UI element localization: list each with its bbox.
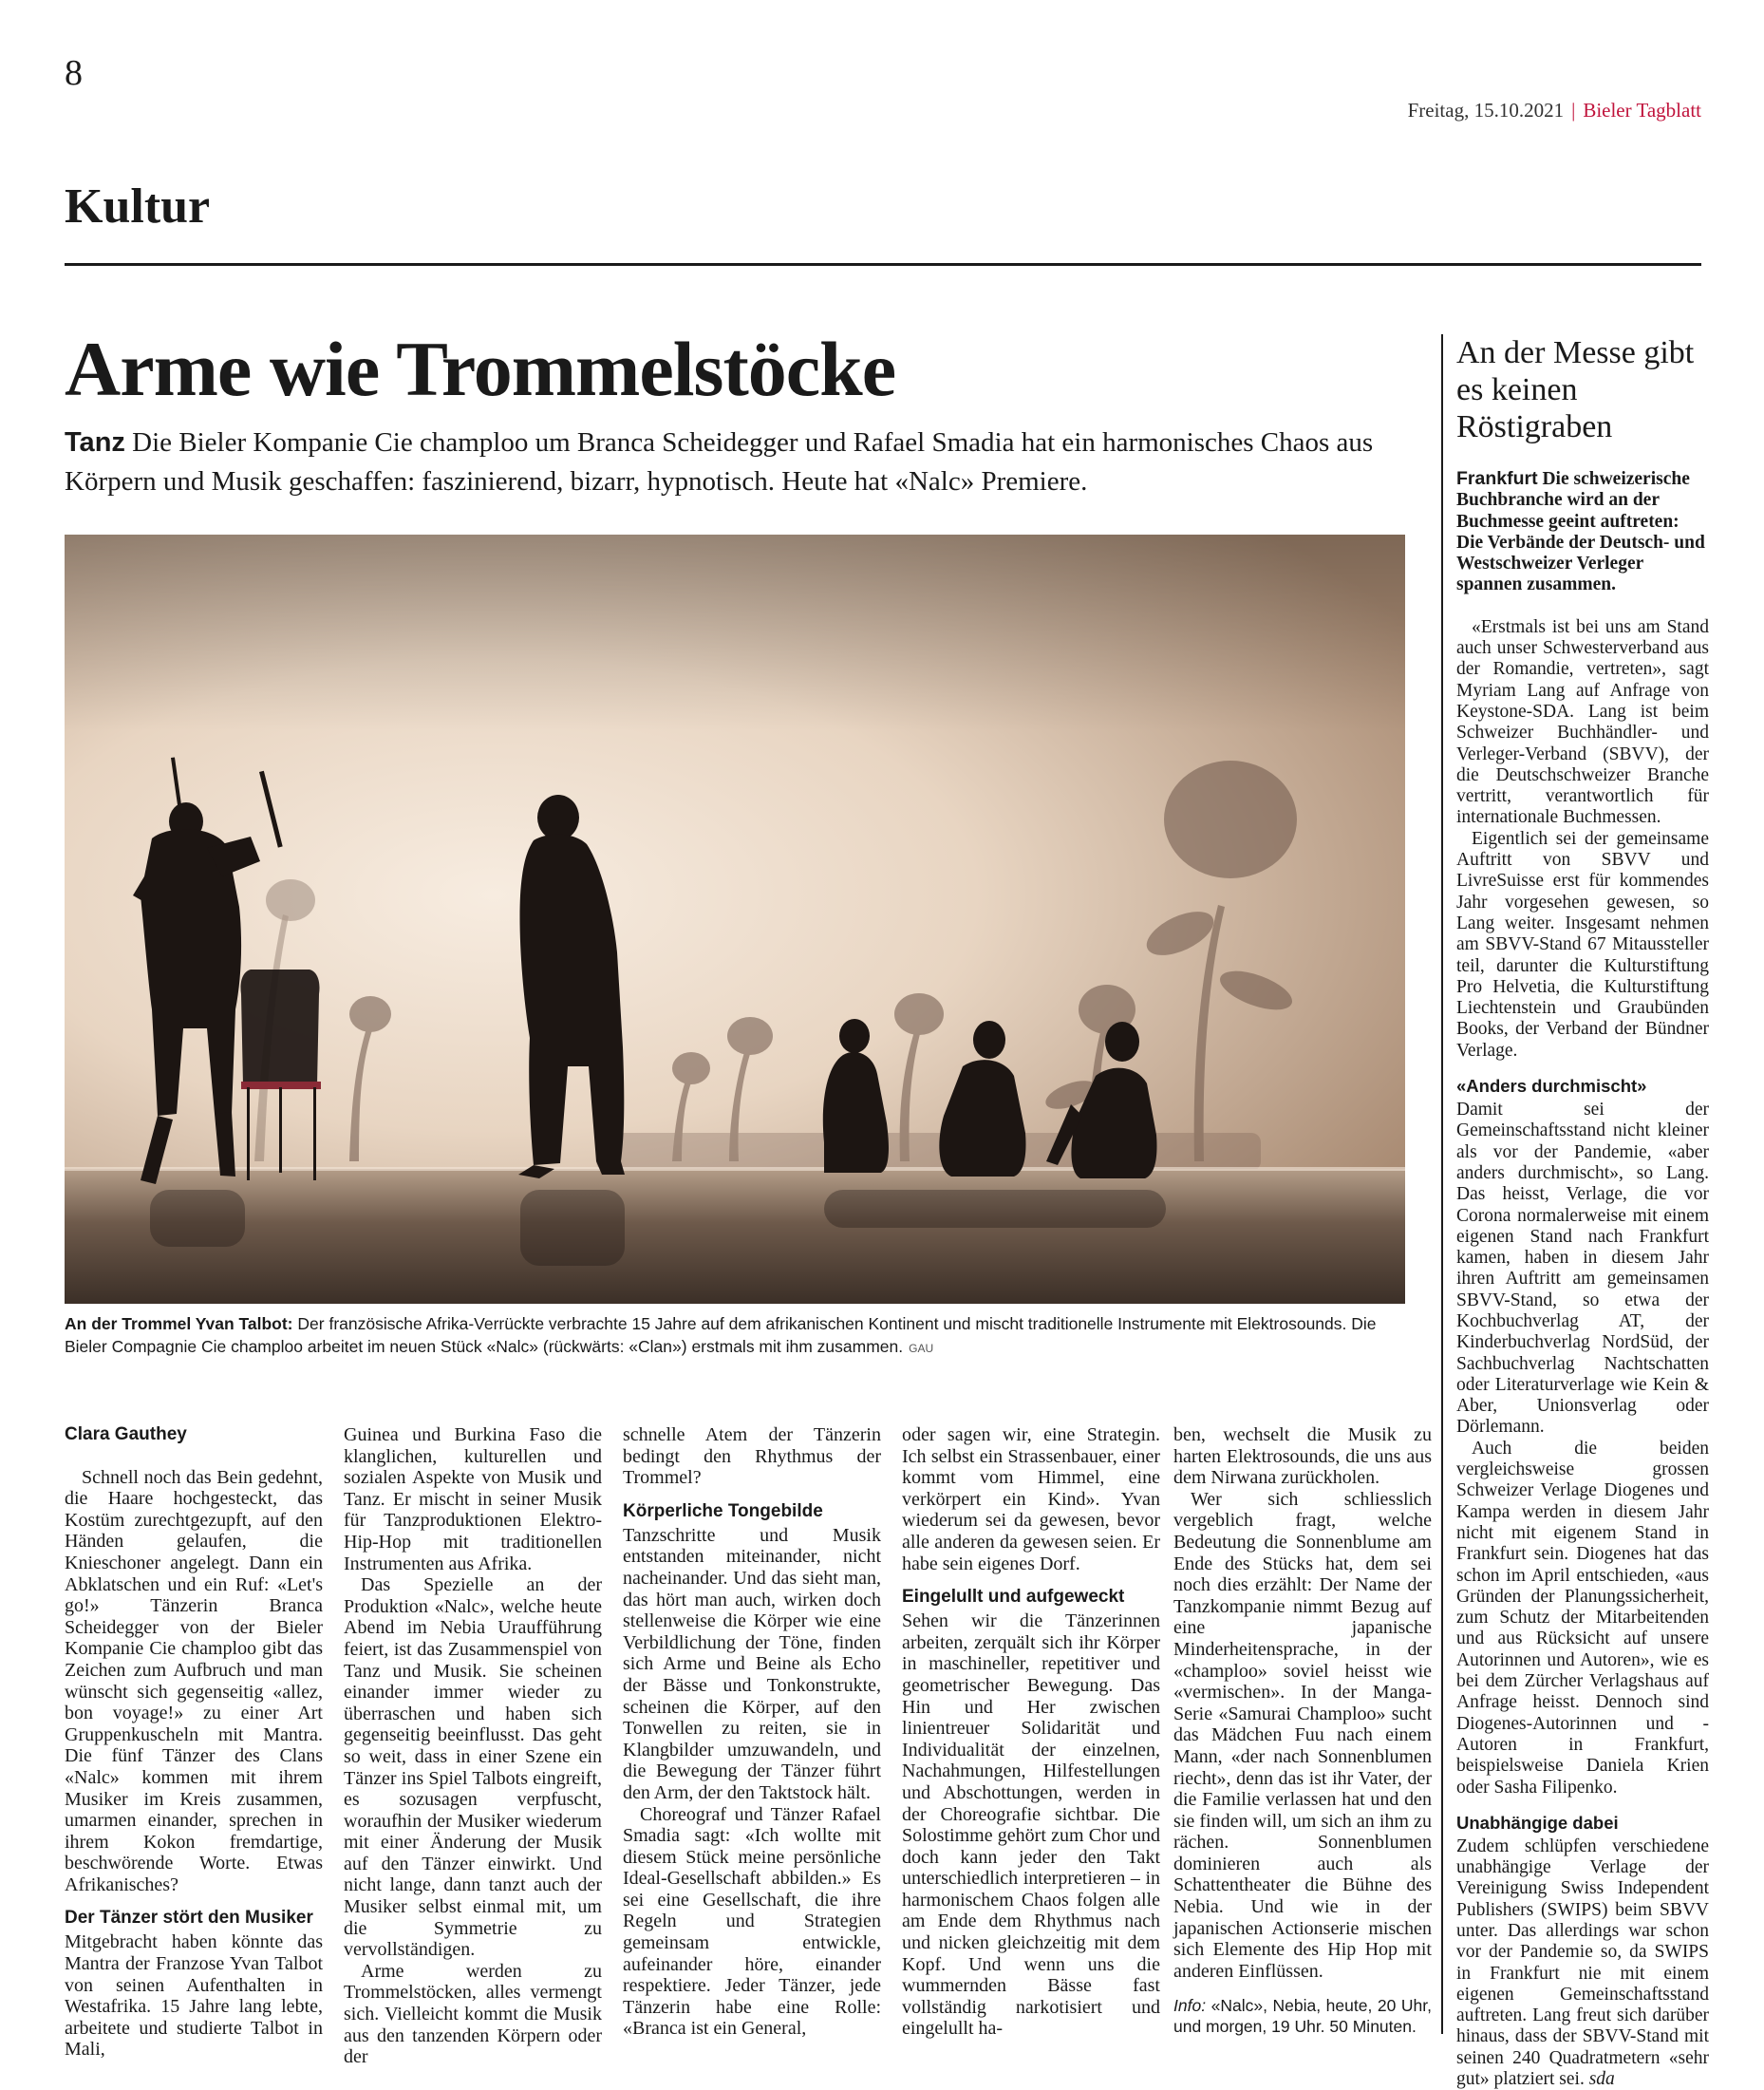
article-column-3 <box>623 1424 881 2040</box>
page-number: 8 <box>65 53 83 93</box>
article-lead <box>65 424 1413 501</box>
paragraph: «Erstmals ist bei uns am Stand auch unser Schwesterverband aus der Romandie, vertreten», sagt Myriam Lang auf Anfrage von Keystone-SDA. Lang ist beim Schweizer Buchhändler- und Verleger-Verband (SBVV), der die Deutschschweizer Branche vertritt, verantwortlich für internationale Buchmessen. <box>1456 616 1709 828</box>
paragraph: Guinea und Burkina Faso die klanglichen, kulturellen und sozialen Aspekte von Musik und Tanz. Er mischt in seiner Musik für Tanzproduktionen Elektro-Hip-Hop mit traditionellen Instrumenten aus Afrika. <box>344 1424 602 1574</box>
author-byline: Clara Gauthey <box>65 1424 187 1444</box>
photo-caption <box>65 1312 1405 1360</box>
article-column-5 <box>1173 1424 1432 2037</box>
paragraph: Auch die beiden vergleichsweise grossen Schweizer Verlage Diogenes und Kampa werden in diesem Jahr nicht mit eigenem Stand in Frankfurt sein. Diogenes hat das schon im April entschieden, «aus Gründen der Planungssicherheit, zum Schutz der Mitarbeitenden und aus Rücksicht auf unsere Autorinnen und Autoren», wie es bei dem Zürcher Verlagshaus auf Anfrage heisst. Dennoch sind Diogenes-Autorinnen und -Autoren in Frankfurt, beispielsweise Daniela Krien oder Sasha Filipenko. <box>1456 1438 1709 1798</box>
agency-signature: sda <box>1588 2069 1615 2090</box>
paragraph: Choreograf und Tänzer Rafael Smadia sagt: «Ich wollte mit diesem Stück meine persönliche Ideal-Gesellschaft abbilden.» Es sei eine Gesellschaft, die ihre Regeln und Strategien gemeinsam entwickle, aufeinander höre, einander respektiere. Jeder Tänzer, jede Tänzerin habe eine Rolle: «Branca ist ein General, <box>623 1803 881 2040</box>
paragraph: Mitgebracht haben könnte das Mantra der Franzose Yvan Talbot von seinen Aufenthalten in Westafrika. 15 Jahre lang lebte, arbeitete und studierte Talbot in Mali, <box>65 1931 323 2061</box>
article-column-4 <box>902 1424 1160 2040</box>
dateline-separator: | <box>1571 99 1576 122</box>
issue-date: Freitag, 15.10.2021 <box>1407 99 1565 122</box>
lead-text: Die Bieler Kompanie Cie champloo um Branca Scheidegger und Rafael Smadia hat ein harmonisches Chaos aus Körpern und Musik geschaffen: faszinierend, bizarr, hypnotisch. Heute hat «Nalc» Premiere. <box>65 427 1374 497</box>
lead-kicker: Tanz <box>65 427 125 458</box>
paragraph: Eigentlich sei der gemeinsame Auftritt von SBVV und LivreSuisse erst für kommendes Jahr vorgesehen gewesen, so Lang weiter. Insgesamt nehmen am SBVV-Stand 67 Mitaussteller teil, darunter die Kulturstiftung Pro Helvetia, die Kulturstiftung Liechtenstein und Graubünden Books, der Verband der Bündner Verlage. <box>1456 828 1709 1061</box>
publication-name: Bieler Tagblatt <box>1583 99 1701 122</box>
sidebar-kicker: Frankfurt <box>1456 468 1538 489</box>
paragraph-text: Zudem schlüpfen verschiedene unabhängige Verlage der Vereinigung Swiss Independent Publishers (SWIPS) beim SBVV unter. Das allerdings war schon vor der Pandemie so, da SWIPS in Frankfurt nie mit einem eigenen Gemeinschaftsstand auftreten. Lang freut sich darüber hinaus, dass der SBVV-Stand mit seinen 240 Quadratmetern «sehr gut» platziert sei. <box>1456 1836 1709 2090</box>
subheading: Unabhängige dabei <box>1456 1812 1619 1833</box>
paragraph: Sehen wir die Tänzerinnen arbeiten, zerquält sich ihr Körper in maschineller, repetitiver und geometrischer Bewegung. Das Hin und Her zwischen linientreuer Solidarität und Individualität der einzelnen, Nachahmungen, Hilfestellungen und Abschottungen, werden in der Choreografie sichtbar. Die Solostimme gehört zum Chor und doch kann jeder den Takt unterschiedlich interpretieren – in harmonischem Chaos folgen alle am Ende dem Rhythmus nach und nicken gleichzeitig mit dem Kopf. Und wenn uns die wummernden Bässe fast vollständig narkotisiert und eingelullt ha- <box>902 1610 1160 2040</box>
sidebar-rule <box>1441 334 1443 2034</box>
subheading: Eingelullt und aufgeweckt <box>902 1587 1125 1608</box>
event-info <box>1173 1995 1432 2037</box>
caption-text: Der französische Afrika-Verrückte verbrachte 15 Jahre auf dem afrikanischen Kontinent und mischt traditionelle Instrumente mit Elektrosounds. Die Bieler Compagnie Cie champloo arbeitet im neuen Stück «Nalc» (rückwärts: «Clan») erstmals mit ihm zusammen. <box>65 1314 1377 1356</box>
sidebar-headline: An der Messe gibt es keinen Röstigraben <box>1456 335 1695 444</box>
info-text: «Nalc», Nebia, heute, 20 Uhr, und morgen, 19 Uhr. 50 Minuten. <box>1173 1996 1432 2037</box>
subheading: «Anders durchmischt» <box>1456 1076 1647 1097</box>
caption-lead: An der Trommel Yvan Talbot: <box>65 1314 293 1333</box>
paragraph <box>1456 1836 1709 2090</box>
sidebar-lead <box>1456 468 1709 596</box>
dateline <box>1408 99 1701 122</box>
paragraph: oder sagen wir, eine Strategin. Ich selbst ein Strassenbauer, einer kommt vom Himmel, eine verkörpert ein Kind». Yvan wiederum sei da gewesen, bevor alle anderen da gewesen seien. Er habe sein eigenes Dorf. <box>902 1424 1160 1574</box>
article-column-1 <box>65 1424 323 2061</box>
paragraph: Wer sich schliesslich vergeblich fragt, welche Bedeutung die Sonnenblume am Ende des Stücks hat, dem sei noch dies erzählt: Der Name der Tanzkompanie nimmt Bezug auf eine japanische Minderheitensprache, in der «champloo» soviel heisst wie «vermischen». In der Manga-Serie «Samurai Champloo» sucht das Mädchen Fuu nach einem Mann, «der nach Sonnenblumen riecht», denn das ist ihr Vater, der die Familie verlassen hat und den sie finden will, um sich an ihm zu rächen. Sonnenblumen dominieren auch als Schattentheater die Bühne des Nebia. Und wie in der japanischen Actionserie mischen sich Elemente des Hip Hop mit anderen Einflüssen. <box>1173 1488 1432 1982</box>
info-label: Info: <box>1173 1996 1207 2016</box>
article-headline: Arme wie Trommelstöcke <box>65 326 896 412</box>
subheading: Körperliche Tongebilde <box>623 1500 823 1521</box>
paragraph: schnelle Atem der Tänzerin bedingt den Rhythmus der Trommel? <box>623 1424 881 1489</box>
stage-photo-illustration <box>65 535 1405 1304</box>
paragraph: ben, wechselt die Musik zu harten Elektrosounds, die uns aus dem Nirwana zurückholen. <box>1173 1424 1432 1489</box>
paragraph: Das Spezielle an der Produktion «Nalc», welche heute Abend im Nebia Uraufführung feiert, ist das Zusammenspiel von Tanz und Musik. Sie scheinen einander immer wieder zu überraschen und haben sich gegenseitig beeinflusst. Das geht so weit, dass in einer Szene ein Tänzer ins Spiel Talbots eingreift, es sozusagen verpfuscht, woraufhin der Musiker wiederum mit einer Änderung der Musik auf den Tänzer einwirkt. Und nicht lange, dann tanzt auch der Musiker selbst einmal mit, um die Symmetrie zu vervollständigen. <box>344 1574 602 1961</box>
photo-credit: GAU <box>909 1342 934 1355</box>
subheading: Der Tänzer stört den Musiker <box>65 1908 313 1929</box>
sidebar-lead-text: Die schweizerische Buchbranche wird an der Buchmesse geeint auftreten: Die Verbände der Deutsch- und Westschweizer Verleger spannen zusammen. <box>1456 469 1705 595</box>
sidebar-article <box>1456 334 1709 2090</box>
article-column-2 <box>344 1424 602 2068</box>
paragraph: Tanzschritte und Musik entstanden miteinander, nicht nacheinander. Und das sieht man, das hört man auch, wirken doch stellenweise die Körper wie eine Verbildlichung der Töne, finden sich Arme und Beine als Echo der Bässe und Tonkonstrukte, scheinen die Körper, auf den Tonwellen zu reiten, sie in Klangbilder umzuwandeln, und die Bewegung der Tänzer führt den Arm, der den Taktstock hält. <box>623 1524 881 1803</box>
section-title: Kultur <box>65 179 211 234</box>
paragraph: Damit sei der Gemeinschaftsstand nicht kleiner als vor der Pandemie, «aber anders durchmischt», so Lang. Das heisst, Verlage, die vor Corona normalerweise mit einem eigenen Stand nach Frankfurt kamen, haben in diesem Jahr ihren Auftritt am gemeinsamen SBVV-Stand, so etwa der Kochbuchverlag AT, der Kinderbuchverlag NordSüd, der Sachbuchverlag Nachtschatten oder Literaturverlage wie Kein & Aber, Unionsverlag oder Dörlemann. <box>1456 1100 1709 1438</box>
paragraph: Arme werden zu Trommelstöcken, alles vermengt sich. Vielleicht kommt die Musik aus den tanzenden Körpern oder der <box>344 1960 602 2068</box>
stage-photo <box>65 535 1405 1304</box>
section-rule <box>65 263 1701 266</box>
paragraph: Schnell noch das Bein gedehnt, die Haare hochgesteckt, das Kostüm zurechtgezupft, auf den Händen gelaufen, die Knieschoner angelegt. Dann ein Abklatschen und ein Ruf: «Let's go!» Tänzerin Branca Scheidegger von der Bieler Kompanie Cie champloo gibt das Zeichen zum Aufbruch und man wünscht sich gegenseitig «allez, bon voyage!» zu einer Art Gruppenkuscheln mit Mantra. Die fünf Tänzer des Clans «Nalc» kommen mit ihrem Musiker im Kreis zusammen, umarmen einander, sprechen in ihrem Kokon fremdartige, beschwörende Worte. Etwas Afrikanisches? <box>65 1466 323 1895</box>
